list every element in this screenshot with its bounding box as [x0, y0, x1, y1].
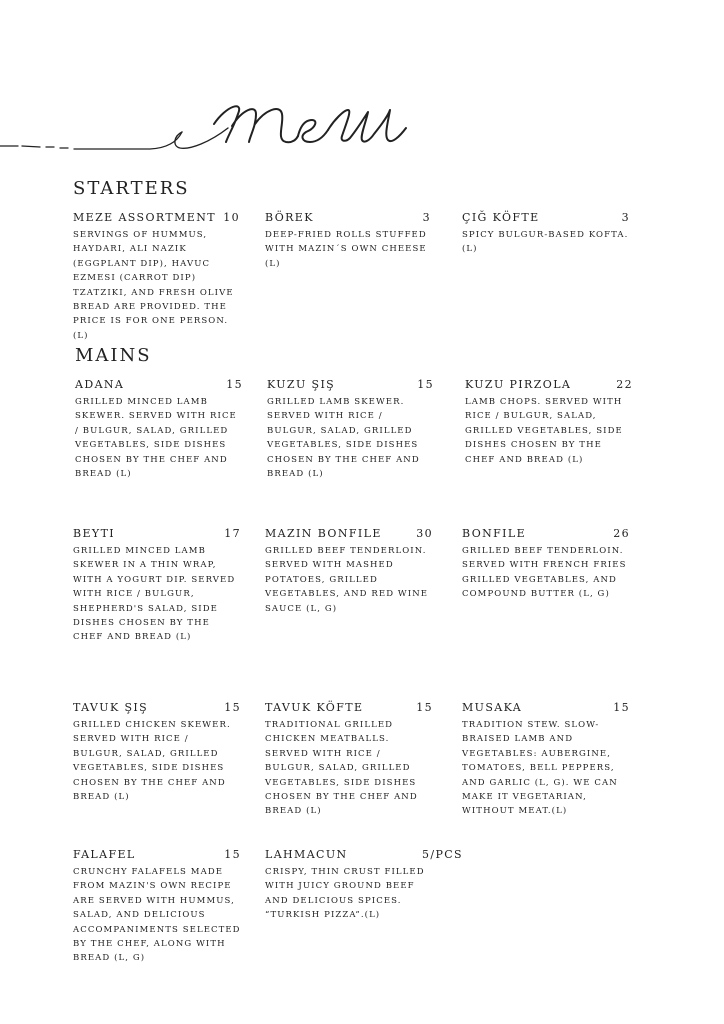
- item-name: BEYTI: [73, 527, 116, 540]
- menu-item: [267, 378, 434, 481]
- item-price: 15: [613, 701, 630, 714]
- menu-item: [73, 701, 241, 804]
- item-price: 15: [226, 378, 243, 391]
- menu-item: [462, 527, 630, 602]
- item-price: 15: [224, 848, 241, 861]
- item-price: 22: [616, 378, 633, 391]
- item-name: TAVUK KÖFTE: [265, 701, 364, 714]
- item-price: 26: [613, 527, 630, 540]
- item-name: MAZIN BONFILE: [265, 527, 382, 540]
- item-name: LAHMACUN: [265, 848, 348, 861]
- menu-script-logo: [0, 80, 420, 170]
- item-price: 15: [224, 701, 241, 714]
- menu-item: [73, 211, 240, 343]
- item-description: GRILLED MINCED LAMB SKEWER. SERVED WITH RICE / BULGUR, SALAD, GRILLED VEGETABLES, SIDE DISHES CHOSEN BY THE CHEF AND BREAD (L): [75, 397, 237, 480]
- menu-item: [265, 848, 463, 923]
- item-description: LAMB CHOPS. SERVED WITH RICE / BULGUR, SALAD, GRILLED VEGETABLES, SIDE DISHES CHOSEN BY THE CHEF AND BREAD (L): [465, 397, 623, 465]
- item-name: ADANA: [75, 378, 125, 391]
- section-title-starters: STARTERS: [73, 178, 190, 199]
- item-description: GRILLED BEEF TENDERLOIN. SERVED WITH FRENCH FRIES GRILLED VEGETABLES, AND COMPOUND BUTTER (L, G): [462, 546, 627, 600]
- item-name: KUZU ŞIŞ: [267, 378, 336, 391]
- item-description: CRISPY, THIN CRUST FILLED WITH JUICY GROUND BEEF AND DELICIOUS SPICES. “TURKISH PIZZA”.(L): [265, 867, 425, 921]
- item-price: 3: [422, 211, 431, 224]
- menu-item: [465, 378, 633, 467]
- item-name: MEZE ASSORTMENT: [73, 211, 216, 224]
- menu-item: [75, 378, 243, 481]
- menu-item: [73, 527, 241, 645]
- item-description: GRILLED BEEF TENDERLOIN. SERVED WITH MASHED POTATOES, GRILLED VEGETABLES, AND RED WINE SAUCE (L, G): [265, 546, 429, 614]
- item-price: 15: [417, 378, 434, 391]
- item-name: KUZU PIRZOLA: [465, 378, 572, 391]
- item-description: GRILLED CHICKEN SKEWER. SERVED WITH RICE / BULGUR, SALAD, GRILLED VEGETABLES, SIDE DISHES CHOSEN BY THE CHEF AND BREAD (L): [73, 720, 231, 803]
- item-price: 5/PCS: [421, 848, 463, 861]
- item-description: DEEP-FRIED ROLLS STUFFED WITH MAZIN´S OWN CHEESE (L): [265, 230, 427, 269]
- item-description: TRADITIONAL GRILLED CHICKEN MEATBALLS. SERVED WITH RICE / BULGUR, SALAD, GRILLED VEGETABLES, SIDE DISHES CHOSEN BY THE CHEF AND BREAD (L): [265, 720, 418, 817]
- menu-item: [462, 211, 630, 257]
- menu-item: [265, 527, 433, 616]
- item-description: SERVINGS OF HUMMUS, HAYDARI, ALI NAZIK (EGGPLANT DIP), HAVUC EZMESI (CARROT DIP) TZATZIKI, AND FRESH OLIVE BREAD ARE PROVIDED. THE PRICE IS FOR ONE PERSON. (L): [73, 230, 234, 341]
- section-title-mains: MAINS: [75, 345, 152, 366]
- item-name: BÖREK: [265, 211, 314, 224]
- item-price: 3: [621, 211, 630, 224]
- menu-item: [265, 211, 431, 271]
- menu-item: [265, 701, 433, 819]
- menu-item: [462, 701, 630, 819]
- item-description: SPICY BULGUR-BASED KOFTA. (L): [462, 230, 629, 255]
- item-price: 10: [223, 211, 240, 224]
- item-name: TAVUK ŞIŞ: [73, 701, 149, 714]
- item-name: MUSAKA: [462, 701, 523, 714]
- item-name: FALAFEL: [73, 848, 136, 861]
- item-description: CRUNCHY FALAFELS MADE FROM MAZIN'S OWN RECIPE ARE SERVED WITH HUMMUS, SALAD, AND DELICIOUS ACCOMPANIMENTS SELECTED BY THE CHEF, ALONG WITH BREAD (L, G): [73, 867, 241, 964]
- item-price: 30: [416, 527, 433, 540]
- item-name: BONFILE: [462, 527, 527, 540]
- item-description: GRILLED LAMB SKEWER. SERVED WITH RICE / BULGUR, SALAD, GRILLED VEGETABLES, SIDE DISHES CHOSEN BY THE CHEF AND BREAD (L): [267, 397, 420, 480]
- item-name: ÇIĞ KÖFTE: [462, 211, 540, 224]
- item-price: 17: [224, 527, 241, 540]
- menu-item: [73, 848, 241, 966]
- item-description: GRILLED MINCED LAMB SKEWER IN A THIN WRAP, WITH A YOGURT DIP. SERVED WITH RICE / BULGUR, SHEPHERD'S SALAD, SIDE DISHES CHOSEN BY THE CHEF AND BREAD (L): [73, 546, 236, 643]
- item-description: TRADITION STEW. SLOW-BRAISED LAMB AND VEGETABLES: AUBERGINE, TOMATOES, BELL PEPPERS, AND GARLIC (L, G). WE CAN MAKE IT VEGETARIAN, WITHOUT MEAT.(L): [462, 720, 618, 817]
- item-price: 15: [416, 701, 433, 714]
